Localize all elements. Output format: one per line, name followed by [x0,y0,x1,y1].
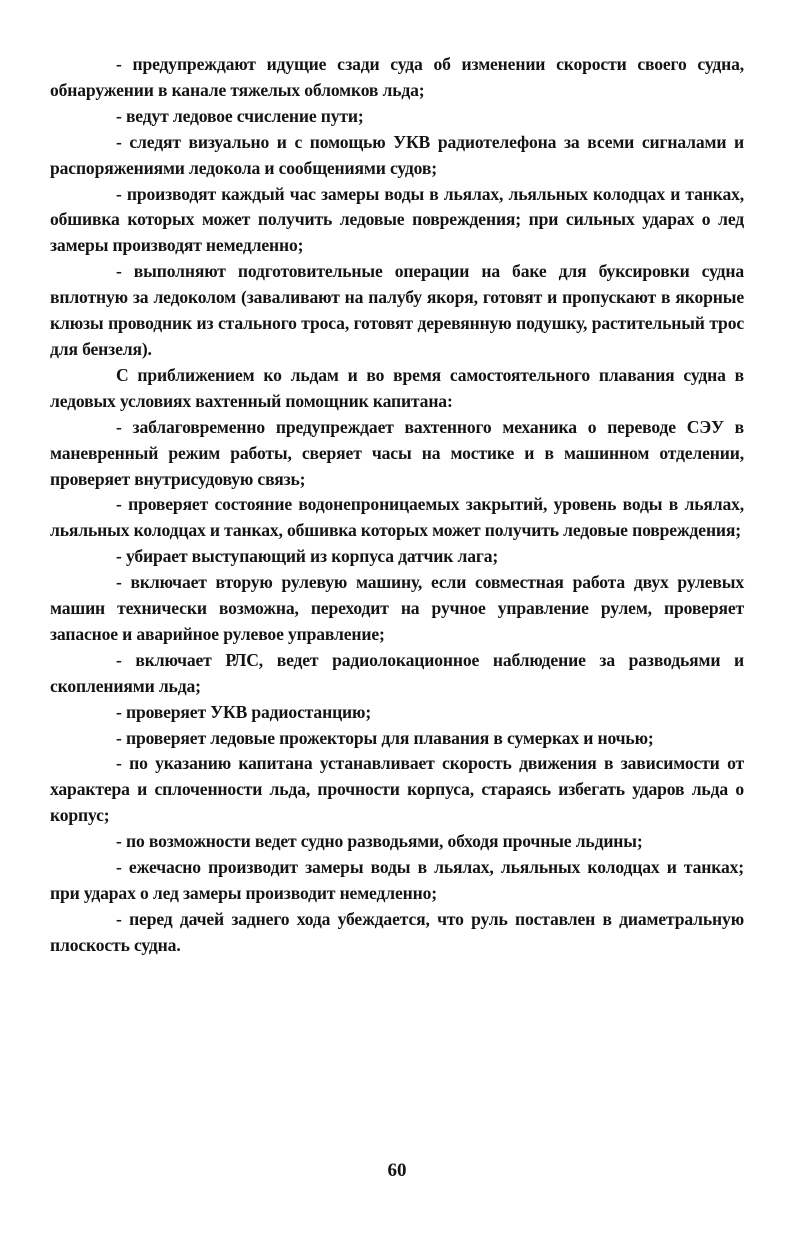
paragraph-engine-maneuvering-mode: - заблаговременно предупреждает вахтенного механика о переводе СЭУ в маневренный режим работы, сверяет часы на мостике и в машинном отделении, проверяет внутрисудовую связь; [50,416,744,489]
paragraph-vhf-radio: - проверяет УКВ радиостанцию; [116,701,372,722]
paragraph-hourly-water-checks: - ежечасно производит замеры воды в льялах, льяльных колодцах и танках; при ударах о лед замеры производит немедленно; [50,857,744,903]
paragraph-log-sensor: - убирает выступающий из корпуса датчик лага; [116,546,499,567]
paragraph-officer-of-watch-intro: С приближением ко льдам и во время самостоятельного плавания судна в ледовых условиях вахтенный помощник капитана: [50,364,744,411]
paragraph-speed-setting: - по указанию капитана устанавливает скорость движения в зависимости от характера и сплоченности льда, прочности корпуса, стараясь избегать ударов льда о корпус; [50,753,744,826]
paragraph-watertight-closures: - проверяет состояние водонепроницаемых закрытий, уровень воды в льялах, льяльных колодцах и танках, обшивка которых может получить ледовые повреждения; [50,494,744,541]
page-number: 60 [387,1160,407,1181]
paragraph-vhf-monitoring: - следят визуально и с помощью УКВ радиотелефона за всеми сигналами и распоряжениями ледокола и сообщениями судов; [50,131,744,178]
paragraph-dead-reckoning: - ведут ледовое счисление пути; [116,105,364,126]
paragraph-towing-preparation: - выполняют подготовительные операции на баке для буксировки судна вплотную за ледоколом (заваливают на палубу якоря, готовят и пропускают в якорные клюзы проводник из стального троса, готовят деревянную подушку, растительный трос для бензеля). [50,261,744,359]
paragraph-radar: - включает РЛС, ведет радиолокационное наблюдение за разводьями и скоплениями льда; [50,649,744,696]
paragraph-hourly-soundings: - производят каждый час замеры воды в льялах, льяльных колодцах и танках, обшивка которых может получить ледовые повреждения; при сильных ударах о лед замеры производят немедленно; [50,183,744,256]
paragraph-steering-gear: - включает вторую рулевую машину, если совместная работа двух рулевых машин технически возможна, переходит на ручное управление рулем, проверяет запасное и аварийное рулевое управление; [50,572,744,644]
paragraph-astern-rudder-check: - перед дачей заднего хода убеждается, что руль поставлен в диаметральную плоскость судна. [50,908,744,955]
paragraph-searchlights: - проверяет ледовые прожекторы для плавания в сумерках и ночью; [116,727,654,748]
paragraph-warn-following-ships: - предупреждают идущие сзади суда об изменении скорости своего судна, обнаружении в канале тяжелых обломков льда; [50,54,744,100]
paragraph-leads-navigation: - по возможности ведет судно разводьями, обходя прочные льдины; [116,831,643,852]
page-body [50,52,744,959]
